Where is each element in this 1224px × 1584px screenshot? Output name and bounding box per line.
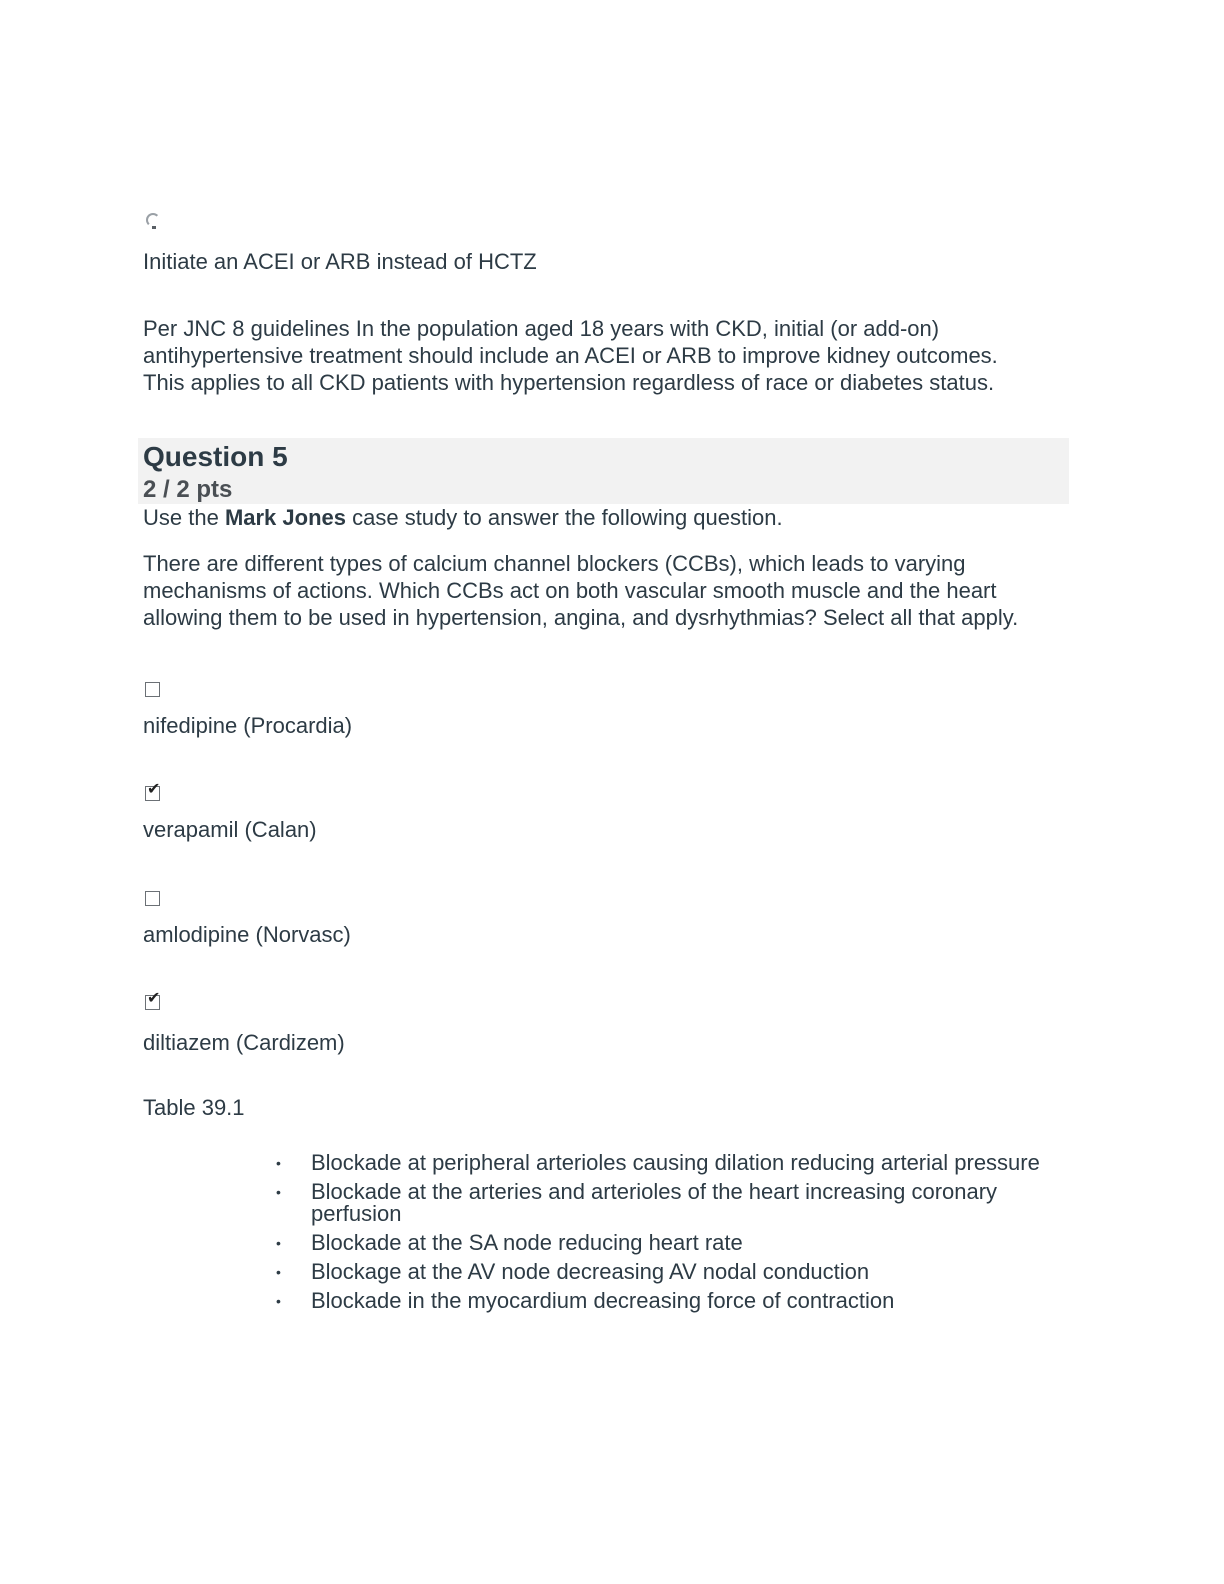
intro-prefix: Use the	[143, 505, 225, 530]
question-title: Question 5	[143, 441, 288, 472]
question-points: 2 / 2 pts	[143, 476, 233, 503]
option-label-verapamil: verapamil (Calan)	[143, 817, 317, 842]
radio-partial-icon[interactable]	[146, 213, 160, 227]
checkbox-amlodipine[interactable]	[145, 891, 160, 906]
question-header	[138, 438, 1069, 504]
explanation-line: Per JNC 8 guidelines In the population aged 18 years with CKD, initial (or add-on)	[143, 316, 940, 341]
list-item	[276, 1152, 1066, 1174]
checkbox-nifedipine[interactable]	[145, 682, 160, 697]
case-study-name: Mark Jones	[224, 505, 346, 530]
checkbox-diltiazem[interactable]	[145, 990, 161, 1010]
explanation-text	[143, 315, 1073, 396]
table-label: Table 39.1	[143, 1095, 245, 1120]
list-item	[276, 1290, 1066, 1312]
explanation-line: antihypertensive treatment should include an ACEI or ARB to improve kidney outcomes.	[143, 343, 998, 368]
list-item-text: Blockage at the AV node decreasing AV nodal conduction	[311, 1259, 870, 1284]
checkbox-verapamil[interactable]	[145, 781, 161, 801]
option-label-diltiazem: diltiazem (Cardizem)	[143, 1030, 345, 1055]
previous-answer-text: Initiate an ACEI or ARB instead of HCTZ	[143, 249, 537, 274]
explanation-line: This applies to all CKD patients with hypertension regardless of race or diabetes status.	[143, 370, 995, 395]
list-item	[276, 1181, 1066, 1225]
check-icon: ✔	[147, 990, 161, 1007]
bullet-icon: •	[276, 1235, 281, 1251]
question-intro	[143, 505, 783, 531]
bullet-icon: •	[276, 1184, 281, 1200]
intro-suffix: case study to answer the following question.	[346, 505, 783, 530]
bullet-icon: •	[276, 1264, 281, 1280]
question-text: There are different types of calcium channel blockers (CCBs), which leads to varying mechanisms of actions. Which CCBs act on both vascular smooth muscle and the heart allowing them to be used in hypertension, angina, and dysrhythmias? Select all that apply.	[143, 551, 1019, 630]
option-label-nifedipine: nifedipine (Procardia)	[143, 713, 353, 738]
option-label-amlodipine: amlodipine (Norvasc)	[143, 922, 351, 947]
list-item-text: Blockade at peripheral arterioles causing dilation reducing arterial pressure	[311, 1150, 1040, 1175]
list-item-text: Blockade at the arteries and arterioles of the heart increasing coronary perfusion	[311, 1179, 998, 1226]
list-item-text: Blockade in the myocardium decreasing force of contraction	[311, 1288, 895, 1313]
bullet-icon: •	[276, 1155, 281, 1171]
list-item	[276, 1261, 1066, 1283]
check-icon: ✔	[147, 781, 161, 798]
bullet-icon: •	[276, 1293, 281, 1309]
list-item	[276, 1232, 1066, 1254]
mechanism-list	[276, 1152, 1066, 1319]
list-item-text: Blockade at the SA node reducing heart rate	[311, 1230, 743, 1255]
